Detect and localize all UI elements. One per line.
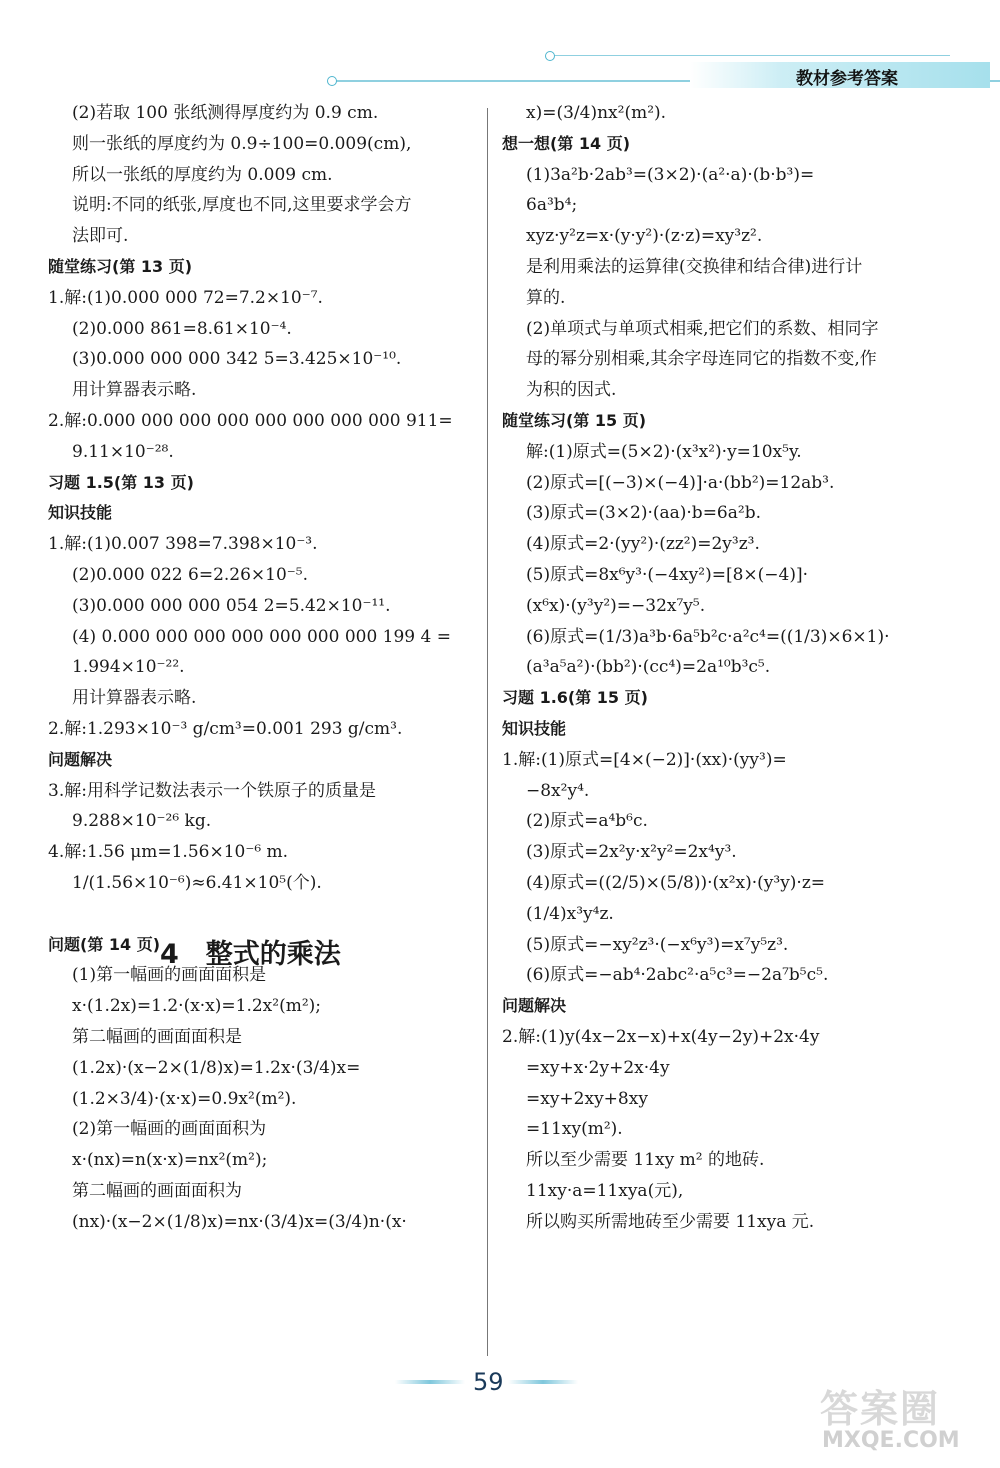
page-number: 59 <box>473 1368 504 1396</box>
text-line: xyz·y²z=x·(y·y²)·(z·z)=xy³z². <box>526 226 763 247</box>
text-line: (1.2x)·(x−2×(1/8)x)=1.2x·(3/4)x= <box>72 1057 361 1078</box>
text-line: 知识技能 <box>48 503 113 523</box>
text-line: 法即可. <box>72 226 129 247</box>
text-line: (2)若取 100 张纸测得厚度约为 0.9 cm. <box>72 103 379 123</box>
header-dot-icon <box>327 76 337 86</box>
text-line: (nx)·(x−2×(1/8)x)=nx·(3/4)x=(3/4)n·(x· <box>72 1211 407 1232</box>
text-line: (2)原式=[(−3)×(−4)]·a·(bb²)=12ab³. <box>526 472 835 493</box>
header-dot-icon <box>545 51 555 61</box>
text-line: (1)3a²b·2ab³=(3×2)·(a²·a)·(b·b³)= <box>526 164 815 185</box>
text-line: 问题解决 <box>502 996 567 1016</box>
text-line: 解:(1)原式=(5×2)·(x³x²)·y=10x⁵y. <box>526 441 802 462</box>
text-line: 9.288×10⁻²⁶ kg. <box>72 811 212 832</box>
text-line: 用计算器表示略. <box>72 380 197 401</box>
text-line: =xy+x·2y+2x·4y <box>526 1057 670 1078</box>
text-line: x)=(3/4)nx²(m²). <box>526 103 667 123</box>
text-line: (4) 0.000 000 000 000 000 000 000 199 4 = <box>72 626 451 647</box>
text-line: (3)原式=(3×2)·(aa)·b=6a²b. <box>526 503 761 524</box>
text-line: 问题解决 <box>48 749 113 769</box>
text-line: (1/4)x³y⁴z. <box>526 903 614 924</box>
text-line: 11xy·a=11xya(元), <box>526 1180 684 1201</box>
text-line: (1.2×3/4)·(x·x)=0.9x²(m²). <box>72 1088 297 1109</box>
text-line: 用计算器表示略. <box>72 688 197 709</box>
text-line: (5)原式=8x⁶y³·(−4xy²)=[8×(−4)]· <box>526 564 808 585</box>
text-line: (1)第一幅画的画面面积是 <box>72 965 267 986</box>
text-line: (2)单项式与单项式相乘,把它们的系数、相同字 <box>526 318 879 339</box>
text-line: 随堂练习(第 13 页) <box>48 256 193 276</box>
text-line: (3)0.000 000 000 054 2=5.42×10⁻¹¹. <box>72 595 391 616</box>
text-line: 第二幅画的画面面积是 <box>72 1026 242 1047</box>
header-title: 教材参考答案 <box>796 69 898 89</box>
text-line: 2.解:(1)y(4x−2x−x)+x(4y−2y)+2x·4y <box>502 1026 820 1047</box>
column-divider <box>487 108 488 1356</box>
text-line: 1/(1.56×10⁻⁶)≈6.41×10⁵(个). <box>72 872 322 893</box>
text-line: (2)0.000 022 6=2.26×10⁻⁵. <box>72 564 308 585</box>
text-line: 所以至少需要 11xy m² 的地砖. <box>526 1150 765 1171</box>
text-line: (6)原式=(1/3)a³b·6a⁵b²c·a²c⁴=((1/3)×6×1)· <box>526 626 890 647</box>
chapter-heading: 4 整式的乘法 <box>160 939 341 970</box>
text-line: 为积的因式. <box>526 380 617 401</box>
text-line: (5)原式=−xy²z³·(−x⁶y³)=x⁷y⁵z³. <box>526 934 789 955</box>
text-line: 6a³b⁴; <box>526 195 578 216</box>
text-line: 1.解:(1)原式=[4×(−2)]·(xx)·(yy³)= <box>502 749 787 770</box>
text-line: (4)原式=2·(yy²)·(zz²)=2y³z³. <box>526 534 760 555</box>
text-line: (2)第一幅画的画面面积为 <box>72 1119 267 1140</box>
text-line: (a³a⁵a²)·(bb²)·(cc⁴)=2a¹⁰b³c⁵. <box>526 657 771 678</box>
text-line: 1.解:(1)0.000 000 72=7.2×10⁻⁷. <box>48 287 323 308</box>
text-line: 想一想(第 14 页) <box>502 133 631 153</box>
text-line: 2.解:1.293×10⁻³ g/cm³=0.001 293 g/cm³. <box>48 718 403 739</box>
text-line: (3)原式=2x²y·x²y²=2x⁴y³. <box>526 842 737 863</box>
text-line: =11xy(m²). <box>526 1119 623 1140</box>
text-line: (6)原式=−ab⁴·2abc²·a⁵c³=−2a⁷b⁵c⁵. <box>526 965 829 986</box>
text-line: 习题 1.6(第 15 页) <box>502 688 648 708</box>
text-line: 习题 1.5(第 13 页) <box>48 472 194 492</box>
page-number-decoration <box>508 1380 578 1384</box>
text-line: (4)原式=((2/5)×(5/8))·(x²x)·(y³y)·z= <box>526 872 826 893</box>
text-line: =xy+2xy+8xy <box>526 1088 648 1109</box>
text-line: −8x²y⁴. <box>526 780 590 801</box>
text-line: x·(1.2x)=1.2·(x·x)=1.2x²(m²); <box>72 996 322 1017</box>
text-line: 9.11×10⁻²⁸. <box>72 441 174 462</box>
text-line: 2.解:0.000 000 000 000 000 000 000 000 911= <box>48 410 453 431</box>
header-rule-top <box>550 55 950 56</box>
text-line <box>48 899 478 930</box>
text-line: 问题(第 14 页) <box>48 934 161 954</box>
text-line: (3)0.000 000 000 342 5=3.425×10⁻¹⁰. <box>72 349 402 370</box>
right-column <box>502 98 942 1237</box>
text-line: 则一张纸的厚度约为 0.9÷100=0.009(cm), <box>72 133 412 154</box>
text-line: 4.解:1.56 μm=1.56×10⁻⁶ m. <box>48 842 289 863</box>
text-line: (2)0.000 861=8.61×10⁻⁴. <box>72 318 292 339</box>
text-line: 所以购买所需地砖至少需要 11xya 元. <box>526 1211 815 1232</box>
page-number-decoration <box>395 1380 465 1384</box>
text-line: 随堂练习(第 15 页) <box>502 410 647 430</box>
text-line: (2)原式=a⁴b⁶c. <box>526 811 648 832</box>
text-line: 说明:不同的纸张,厚度也不同,这里要求学会方 <box>72 195 412 216</box>
text-line: (x⁶x)·(y³y²)=−32x⁷y⁵. <box>526 595 706 616</box>
text-line: 所以一张纸的厚度约为 0.009 cm. <box>72 164 333 185</box>
watermark-site: MXQE.COM <box>822 1428 960 1453</box>
text-line: 母的幂分别相乘,其余字母连同它的指数不变,作 <box>526 349 877 370</box>
watermark-logo: 答案圈 <box>820 1387 941 1431</box>
left-column <box>48 98 478 1237</box>
text-line: x·(nx)=n(x·x)=nx²(m²); <box>72 1150 268 1171</box>
text-line: 第二幅画的画面面积为 <box>72 1180 242 1201</box>
text-line: 3.解:用科学记数法表示一个铁原子的质量是 <box>48 780 376 801</box>
text-line: 算的. <box>526 287 566 308</box>
text-line: 1.994×10⁻²². <box>72 657 185 678</box>
text-line: 是利用乘法的运算律(交换律和结合律)进行计 <box>526 256 863 277</box>
text-line: 1.解:(1)0.007 398=7.398×10⁻³. <box>48 534 318 555</box>
text-line: 知识技能 <box>502 718 567 738</box>
